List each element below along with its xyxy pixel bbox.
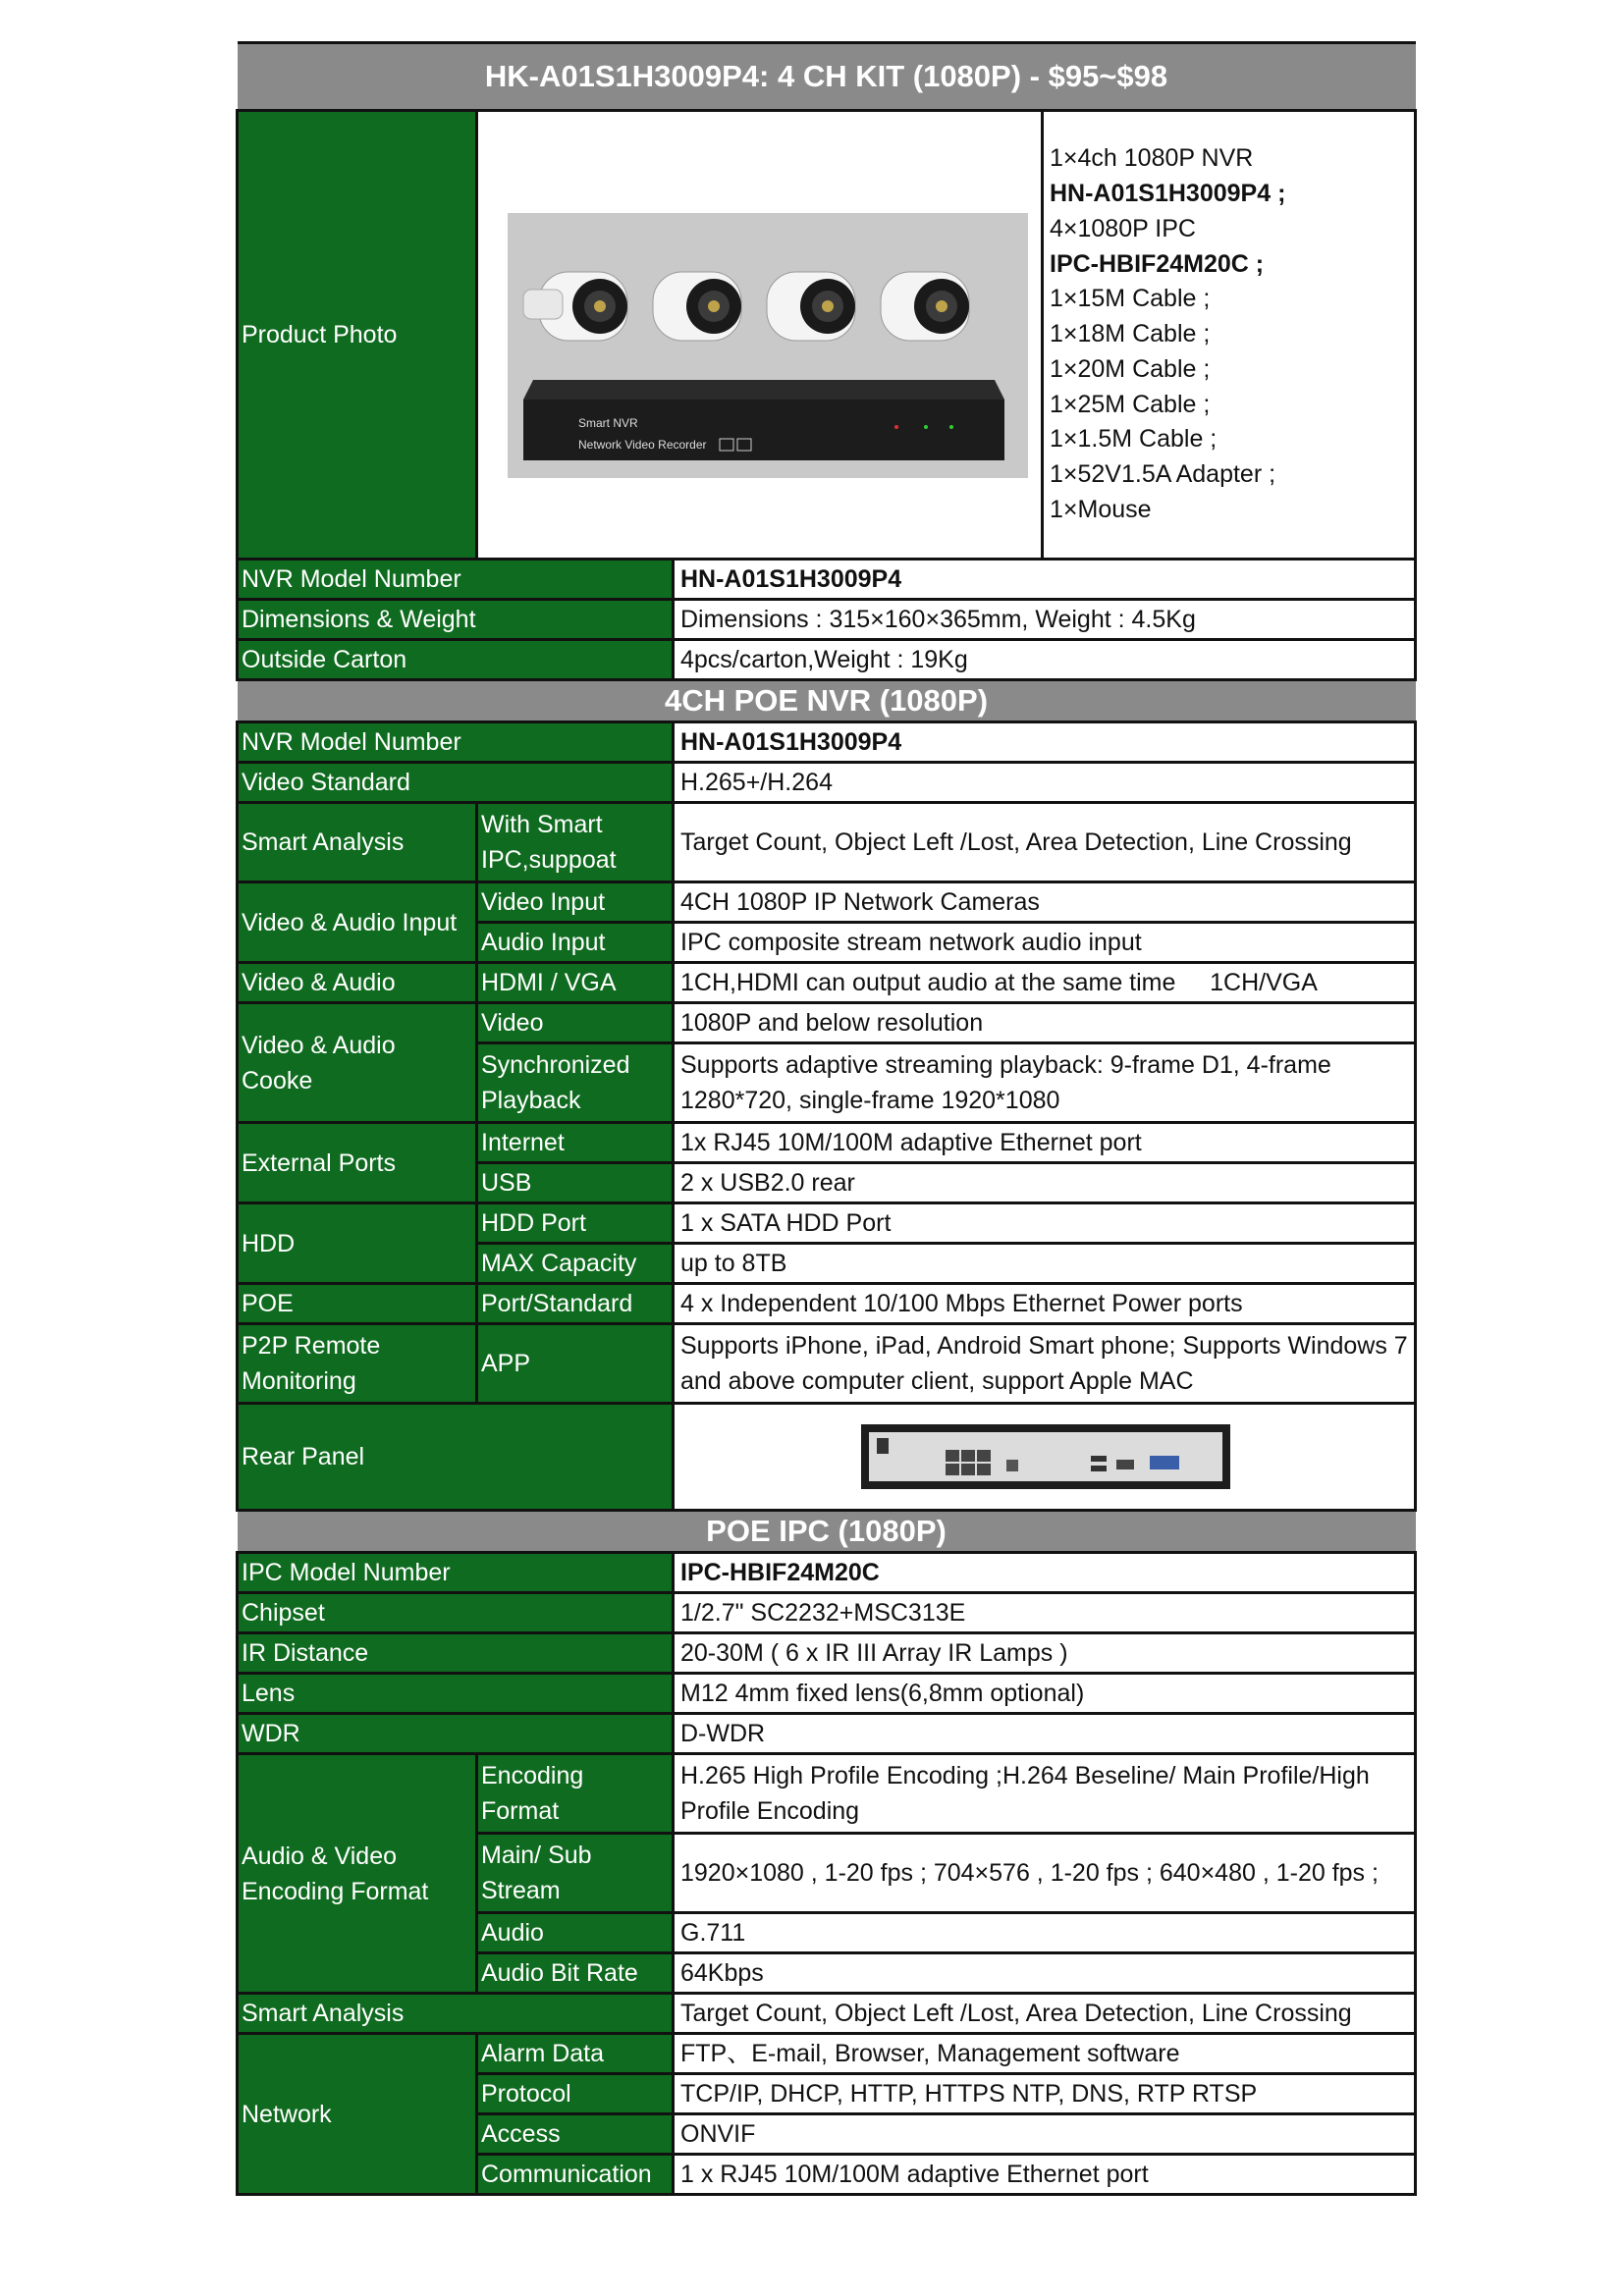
ipc-model-label: IPC Model Number <box>238 1553 674 1593</box>
ir-distance-value: 20-30M ( 6 x IR III Array IR Lamps ) <box>674 1633 1416 1674</box>
alarm-data-value: FTP、E-mail, Browser, Management software <box>674 2034 1416 2074</box>
communication-value: 1 x RJ45 10M/100M adaptive Ethernet port <box>674 2155 1416 2195</box>
nvr-model-label: NVR Model Number <box>238 722 674 763</box>
audio-input-value: IPC composite stream network audio input <box>674 923 1416 963</box>
vga-port-icon <box>1150 1456 1179 1469</box>
rear-panel-image <box>859 1422 1232 1491</box>
camera-icon <box>653 272 741 341</box>
kit-item: 1×18M Cable ; <box>1050 320 1211 348</box>
chipset-label: Chipset <box>238 1593 674 1633</box>
kit-item: 1×52V1.5A Adapter ; <box>1050 460 1276 489</box>
nvr-recorder-icon <box>523 380 1004 460</box>
port-standard-value: 4 x Independent 10/100 Mbps Ethernet Power ports <box>674 1284 1416 1324</box>
p2p-label: P2P Remote Monitoring <box>238 1324 477 1404</box>
ipc-section-title: POE IPC (1080P) <box>238 1511 1416 1553</box>
video-label: Video <box>477 1003 674 1043</box>
spec-sheet <box>236 41 1414 2196</box>
spec-table <box>236 41 1417 2196</box>
protocol-value: TCP/IP, DHCP, HTTP, HTTPS NTP, DNS, RTP RTSP <box>674 2074 1416 2114</box>
kit-title: HK-A01S1H3009P4: 4 CH KIT (1080P) - $95~$98 <box>238 43 1416 111</box>
hdmi-port-icon <box>1116 1460 1134 1469</box>
encoding-format-value: H.265 High Profile Encoding ;H.264 Beseline/ Main Profile/High Profile Encoding <box>674 1754 1416 1834</box>
stream-label: Main/ Sub Stream <box>477 1834 674 1913</box>
kit-item: 1×15M Cable ; <box>1050 285 1211 313</box>
chipset-value: 1/2.7" SC2232+MSC313E <box>674 1593 1416 1633</box>
hdmi-vga-value: 1CH,HDMI can output audio at the same time 1CH/VGA <box>674 963 1416 1003</box>
video-standard-value: H.265+/H.264 <box>674 763 1416 803</box>
kit-item: 1×4ch 1080P NVR <box>1050 144 1254 173</box>
carton-label: Outside Carton <box>238 640 674 680</box>
power-switch-icon <box>877 1438 889 1454</box>
stream-value: 1920×1080 , 1-20 fps ; 704×576 , 1-20 fps ; 640×480 , 1-20 fps ; <box>674 1834 1416 1913</box>
nvr-section-title: 4CH POE NVR (1080P) <box>238 680 1416 722</box>
kit-item: 4×1080P IPC <box>1050 214 1196 242</box>
hdmi-vga-label: HDMI / VGA <box>477 963 674 1003</box>
nvr-model-value: HN-A01S1H3009P4 <box>674 722 1416 763</box>
audio-input-label: Audio Input <box>477 923 674 963</box>
audio-bitrate-label: Audio Bit Rate <box>477 1953 674 1994</box>
nvr-smart-analysis-label: Smart Analysis <box>238 803 477 882</box>
wdr-value: D-WDR <box>674 1714 1416 1754</box>
kit-contents <box>1043 111 1416 560</box>
dimensions-value: Dimensions : 315×160×365mm, Weight : 4.5Kg <box>674 600 1416 640</box>
access-label: Access <box>477 2114 674 2155</box>
rear-panel-label: Rear Panel <box>238 1404 674 1511</box>
sync-playback-value: Supports adaptive streaming playback: 9-frame D1, 4-frame 1280*720, single-frame 1920*1080 <box>674 1043 1416 1123</box>
protocol-label: Protocol <box>477 2074 674 2114</box>
ipc-smart-analysis-value: Target Count, Object Left /Lost, Area Detection, Line Crossing <box>674 1994 1416 2034</box>
alarm-data-label: Alarm Data <box>477 2034 674 2074</box>
usb-value: 2 x USB2.0 rear <box>674 1163 1416 1203</box>
audio-value: G.711 <box>674 1913 1416 1953</box>
kit-item: 1×Mouse <box>1050 496 1152 524</box>
av-output-label: Video & Audio <box>238 963 477 1003</box>
lens-label: Lens <box>238 1674 674 1714</box>
hdd-port-label: HDD Port <box>477 1203 674 1244</box>
dimensions-label: Dimensions & Weight <box>238 600 674 640</box>
kit-item: IPC-HBIF24M20C ; <box>1050 249 1265 278</box>
camera-icon <box>881 272 969 341</box>
lan-port-icon <box>1006 1460 1018 1471</box>
ipc-smart-analysis-label: Smart Analysis <box>238 1994 674 2034</box>
audio-label: Audio <box>477 1913 674 1953</box>
internet-label: Internet <box>477 1123 674 1163</box>
external-ports-label: External Ports <box>238 1123 477 1203</box>
access-value: ONVIF <box>674 2114 1416 2155</box>
video-input-label: Video Input <box>477 882 674 923</box>
kit-photo-image <box>484 115 1034 555</box>
lens-value: M12 4mm fixed lens(6,8mm optional) <box>674 1674 1416 1714</box>
nvr-brand-text: Smart NVR <box>578 416 638 430</box>
max-capacity-label: MAX Capacity <box>477 1244 674 1284</box>
kit-nvr-model-label: NVR Model Number <box>238 560 674 600</box>
video-value: 1080P and below resolution <box>674 1003 1416 1043</box>
app-value: Supports iPhone, iPad, Android Smart phone; Supports Windows 7 and above computer client, support Apple MAC <box>674 1324 1416 1404</box>
hdd-port-value: 1 x SATA HDD Port <box>674 1203 1416 1244</box>
kit-item: 1×25M Cable ; <box>1050 390 1211 418</box>
internet-value: 1x RJ45 10M/100M adaptive Ethernet port <box>674 1123 1416 1163</box>
audio-bitrate-value: 64Kbps <box>674 1953 1416 1994</box>
rear-panel <box>674 1404 1416 1511</box>
av-cooke-label: Video & Audio Cooke <box>238 1003 477 1123</box>
wdr-label: WDR <box>238 1714 674 1754</box>
communication-label: Communication <box>477 2155 674 2195</box>
max-capacity-value: up to 8TB <box>674 1244 1416 1284</box>
app-label: APP <box>477 1324 674 1404</box>
kit-nvr-model-value: HN-A01S1H3009P4 <box>674 560 1416 600</box>
product-photo-label: Product Photo <box>238 111 477 560</box>
nvr-caption-text: Network Video Recorder <box>578 438 707 452</box>
sync-playback-label: Synchronized Playback <box>477 1043 674 1123</box>
video-standard-label: Video Standard <box>238 763 674 803</box>
kit-item: HN-A01S1H3009P4 ; <box>1050 179 1286 207</box>
encoding-label: Audio & Video Encoding Format <box>238 1754 477 1994</box>
network-label: Network <box>238 2034 477 2195</box>
nvr-smart-sub-label: With Smart IPC,suppoat <box>477 803 674 882</box>
hdd-label: HDD <box>238 1203 477 1284</box>
product-photo <box>477 111 1043 560</box>
ipc-model-value: IPC-HBIF24M20C <box>674 1553 1416 1593</box>
kit-item: 1×20M Cable ; <box>1050 354 1211 383</box>
encoding-format-label: Encoding Format <box>477 1754 674 1834</box>
port-standard-label: Port/Standard <box>477 1284 674 1324</box>
poe-label: POE <box>238 1284 477 1324</box>
ir-distance-label: IR Distance <box>238 1633 674 1674</box>
carton-value: 4pcs/carton,Weight : 19Kg <box>674 640 1416 680</box>
camera-icon <box>767 272 855 341</box>
kit-item: 1×1.5M Cable ; <box>1050 425 1218 454</box>
nvr-smart-analysis-value: Target Count, Object Left /Lost, Area Detection, Line Crossing <box>674 803 1416 882</box>
video-input-value: 4CH 1080P IP Network Cameras <box>674 882 1416 923</box>
av-input-label: Video & Audio Input <box>238 882 477 963</box>
usb-label: USB <box>477 1163 674 1203</box>
